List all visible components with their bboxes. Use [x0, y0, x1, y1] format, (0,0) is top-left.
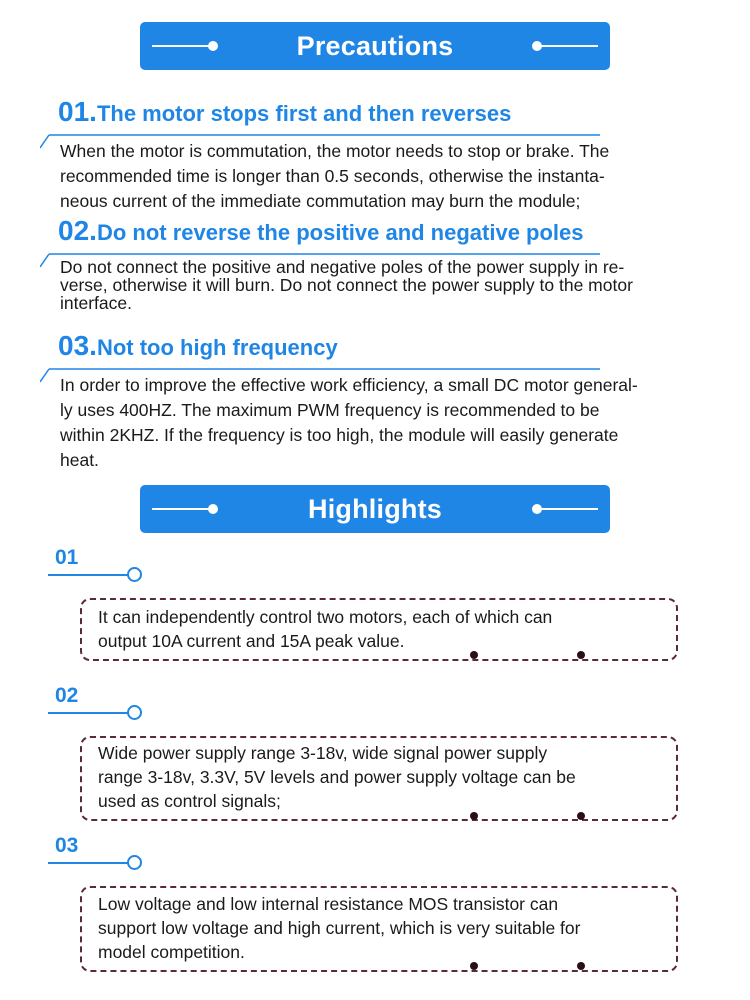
highlights-banner [140, 485, 610, 533]
precaution-02-title: Do not reverse the positive and negative poles [96, 220, 584, 245]
precaution-01-line: neous current of the immediate commutation may burn the module; [60, 191, 581, 211]
precaution-03-body [60, 373, 730, 473]
highlight-03-connector-line [48, 862, 128, 864]
precaution-03-number: 03. [58, 330, 97, 361]
precaution-02-heading [58, 215, 584, 247]
highlight-03-line: support low voltage and high current, which is very suitable for [98, 918, 581, 938]
precautions-banner [140, 22, 610, 70]
precaution-02-line: Do not connect the positive and negative poles of the power supply in re- [60, 257, 625, 277]
banner-line-right [540, 508, 598, 510]
banner-line-left [152, 45, 210, 47]
precaution-01-line: When the motor is commutation, the motor needs to stop or brake. The [60, 141, 610, 161]
highlight-02-box [80, 736, 678, 821]
highlight-02-connector-line [48, 712, 128, 714]
highlight-02-line: range 3-18v, 3.3V, 5V levels and power supply voltage can be [98, 767, 576, 787]
precaution-03-line: heat. [60, 450, 99, 470]
precaution-02-line: verse, otherwise it will burn. Do not connect the power supply to the motor [60, 275, 633, 295]
highlight-02-number: 02 [55, 684, 79, 707]
highlight-01-box [80, 598, 678, 661]
precaution-01-title: The motor stops first and then reverses [96, 101, 512, 126]
precaution-03-title: Not too high frequency [96, 335, 338, 360]
box-dot-icon [470, 651, 478, 659]
banner-line-left [152, 508, 210, 510]
highlight-03-number: 03 [55, 834, 79, 857]
highlight-02-line: Wide power supply range 3-18v, wide signal power supply [98, 743, 548, 763]
box-dot-icon [577, 812, 585, 820]
highlight-01-number: 01 [55, 546, 79, 569]
circle-connector-icon [127, 855, 142, 870]
precaution-01-number: 01. [58, 96, 97, 127]
box-dot-icon [577, 962, 585, 970]
highlight-03-line: model competition. [98, 942, 245, 962]
banner-dot-left-icon [208, 504, 218, 514]
precaution-03-line: within 2KHZ. If the frequency is too high, the module will easily generate [60, 425, 619, 445]
box-dot-icon [470, 812, 478, 820]
highlight-01-line: It can independently control two motors, each of which can [98, 607, 553, 627]
precaution-03-line: In order to improve the effective work efficiency, a small DC motor general- [60, 375, 638, 395]
box-dot-icon [577, 651, 585, 659]
banner-line-right [540, 45, 598, 47]
precaution-02-number: 02. [58, 215, 97, 246]
precautions-heading: Precautions [296, 30, 454, 61]
precaution-02-body [60, 258, 730, 312]
highlights-heading: Highlights [308, 493, 442, 524]
precaution-01-line: recommended time is longer than 0.5 seconds, otherwise the instanta- [60, 166, 605, 186]
circle-connector-icon [127, 567, 142, 582]
highlight-03-line: Low voltage and low internal resistance MOS transistor can [98, 894, 559, 914]
circle-connector-icon [127, 705, 142, 720]
highlight-03-box [80, 886, 678, 972]
precaution-01-heading [58, 96, 511, 128]
precaution-03-line: ly uses 400HZ. The maximum PWM frequency is recommended to be [60, 400, 600, 420]
banner-dot-left-icon [208, 41, 218, 51]
box-dot-icon [470, 962, 478, 970]
highlight-01-connector-line [48, 574, 128, 576]
precaution-01-body [60, 139, 730, 214]
highlight-02-line: used as control signals; [98, 791, 281, 811]
highlight-01-line: output 10A current and 15A peak value. [98, 631, 405, 651]
precaution-03-heading [58, 330, 338, 362]
precaution-02-line: interface. [60, 293, 132, 313]
